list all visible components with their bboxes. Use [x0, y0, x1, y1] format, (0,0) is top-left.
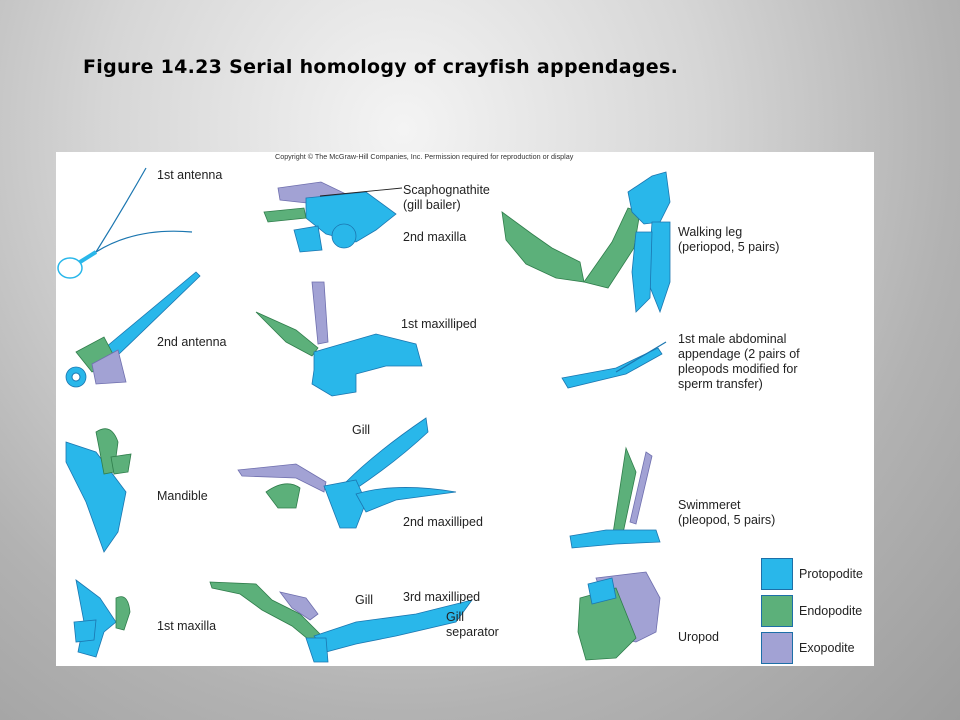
legend-swatch-protopodite — [761, 558, 793, 590]
legend-swatch-exopodite — [761, 632, 793, 664]
label-mandible: Mandible — [157, 489, 208, 503]
first-maxilla-drawing — [74, 580, 130, 657]
slide-title: Figure 14.23 Serial homology of crayfish appendages. — [83, 56, 679, 78]
label-first-maxilliped: 1st maxilliped — [401, 317, 477, 331]
label-second-antenna: 2nd antenna — [157, 335, 227, 349]
second-maxilliped-drawing — [238, 418, 456, 528]
label-gill-second: Gill — [352, 423, 371, 437]
label-first-antenna: 1st antenna — [157, 168, 223, 182]
label-scaphognathite: Scaphognathite (gill bailer) — [403, 183, 490, 212]
walking-leg-drawing — [502, 172, 670, 312]
legend-label-exopodite: Exopodite — [799, 641, 855, 655]
label-walking-leg: Walking leg (periopod, 5 pairs) — [678, 225, 780, 254]
label-gill-separator: Gill separator — [446, 610, 499, 639]
label-uropod: Uropod — [678, 630, 719, 644]
label-gill-third: Gill — [355, 593, 374, 607]
label-first-maxilla: 1st maxilla — [157, 619, 217, 633]
copyright-notice: Copyright © The McGraw-Hill Companies, Inc. Permission required for reproduction or display — [275, 152, 574, 161]
label-swimmeret: Swimmeret (pleopod, 5 pairs) — [678, 498, 776, 527]
male-abdominal-appendage-drawing — [562, 342, 666, 388]
swimmeret-drawing — [570, 448, 660, 548]
first-antenna-drawing — [58, 168, 192, 278]
label-male-abdominal-appendage: 1st male abdominal appendage (2 pairs of pleopods modified for sperm transfer) — [678, 332, 800, 391]
mandible-drawing — [66, 429, 131, 552]
first-maxilliped-drawing — [256, 282, 422, 396]
legend-label-endopodite: Endopodite — [799, 604, 863, 618]
figure-panel — [56, 152, 874, 666]
second-antenna-drawing — [66, 272, 200, 387]
legend-label-protopodite: Protopodite — [799, 567, 863, 581]
second-maxilla-drawing — [264, 182, 402, 252]
uropod-drawing — [578, 572, 660, 660]
label-third-maxilliped: 3rd maxilliped — [403, 590, 481, 604]
legend-swatch-endopodite — [761, 595, 793, 627]
label-second-maxilliped: 2nd maxilliped — [403, 515, 483, 529]
label-second-maxilla: 2nd maxilla — [403, 230, 467, 244]
